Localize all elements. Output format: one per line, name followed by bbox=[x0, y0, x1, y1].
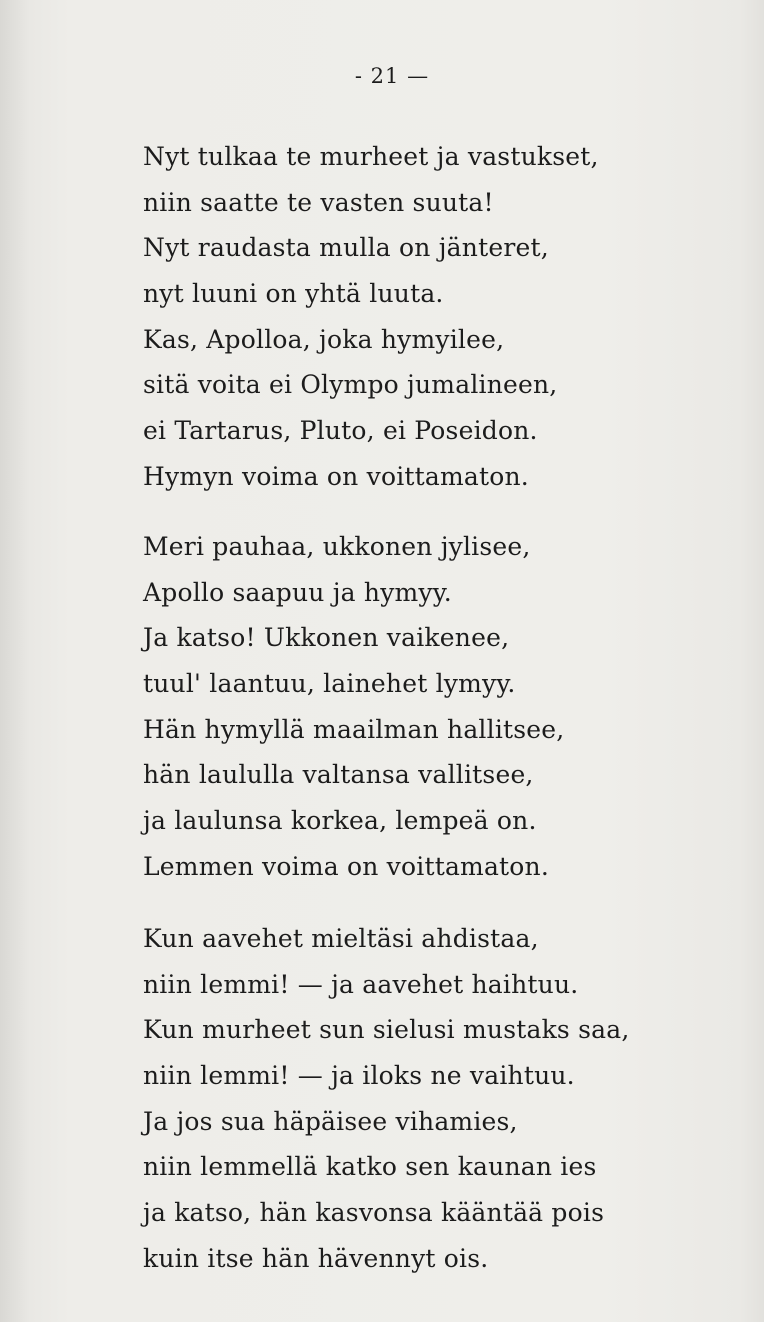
poem-line: Nyt raudasta mulla on jänteret, bbox=[143, 233, 549, 263]
poem-line: nyt luuni on yhtä luuta. bbox=[143, 279, 444, 309]
poem-line: Kas, Apolloa, joka hymyilee, bbox=[143, 324, 505, 354]
poem-line: Apollo saapuu ja hymyy. bbox=[143, 577, 452, 607]
stanza bbox=[143, 134, 743, 500]
poem-line: Meri pauhaa, ukkonen jylisee, bbox=[143, 532, 531, 561]
poem-line: tuul' laantuu, lainehet lymyy. bbox=[143, 669, 516, 699]
poem-line: niin saatte te vasten suuta! bbox=[143, 187, 494, 217]
poem-line: ei Tartarus, Pluto, ei Poseidon. bbox=[143, 416, 538, 446]
poem-line: niin lemmi! — ja aavehet haihtuu. bbox=[143, 969, 579, 999]
poem-line: Kun aavehet mieltäsi ahdistaa, bbox=[143, 924, 539, 953]
page-number: - 21 — bbox=[354, 64, 430, 88]
poem-line: Ja katso! Ukkonen vaikenee, bbox=[143, 623, 510, 653]
poem-line: Ja jos sua häpäisee vihamies, bbox=[143, 1106, 518, 1136]
stanza bbox=[143, 916, 743, 1282]
poem-line: ja katso, hän kasvonsa kääntää pois bbox=[143, 1198, 605, 1228]
poem-line: Nyt tulkaa te murheet ja vastukset, bbox=[143, 142, 599, 171]
stanza bbox=[143, 524, 743, 890]
poem-line: Hän hymyllä maailman hallitsee, bbox=[143, 714, 565, 744]
poem-line: Lemmen voima on voittamaton. bbox=[143, 851, 550, 881]
poem-line: niin lemmellä katko sen kaunan ies bbox=[143, 1152, 597, 1182]
poem-line: Kun murheet sun sielusi mustaks saa, bbox=[143, 1015, 630, 1045]
poem-line: kuin itse hän hävennyt ois. bbox=[143, 1243, 489, 1273]
poem-line: ja laulunsa korkea, lempeä on. bbox=[143, 806, 537, 836]
poem-line: hän laululla valtansa vallitsee, bbox=[143, 760, 534, 790]
poem-line: Hymyn voima on voittamaton. bbox=[143, 461, 529, 491]
poem-line: niin lemmi! — ja iloks ne vaihtuu. bbox=[143, 1061, 575, 1091]
poem-line: sitä voita ei Olympo jumalineen, bbox=[143, 370, 558, 400]
